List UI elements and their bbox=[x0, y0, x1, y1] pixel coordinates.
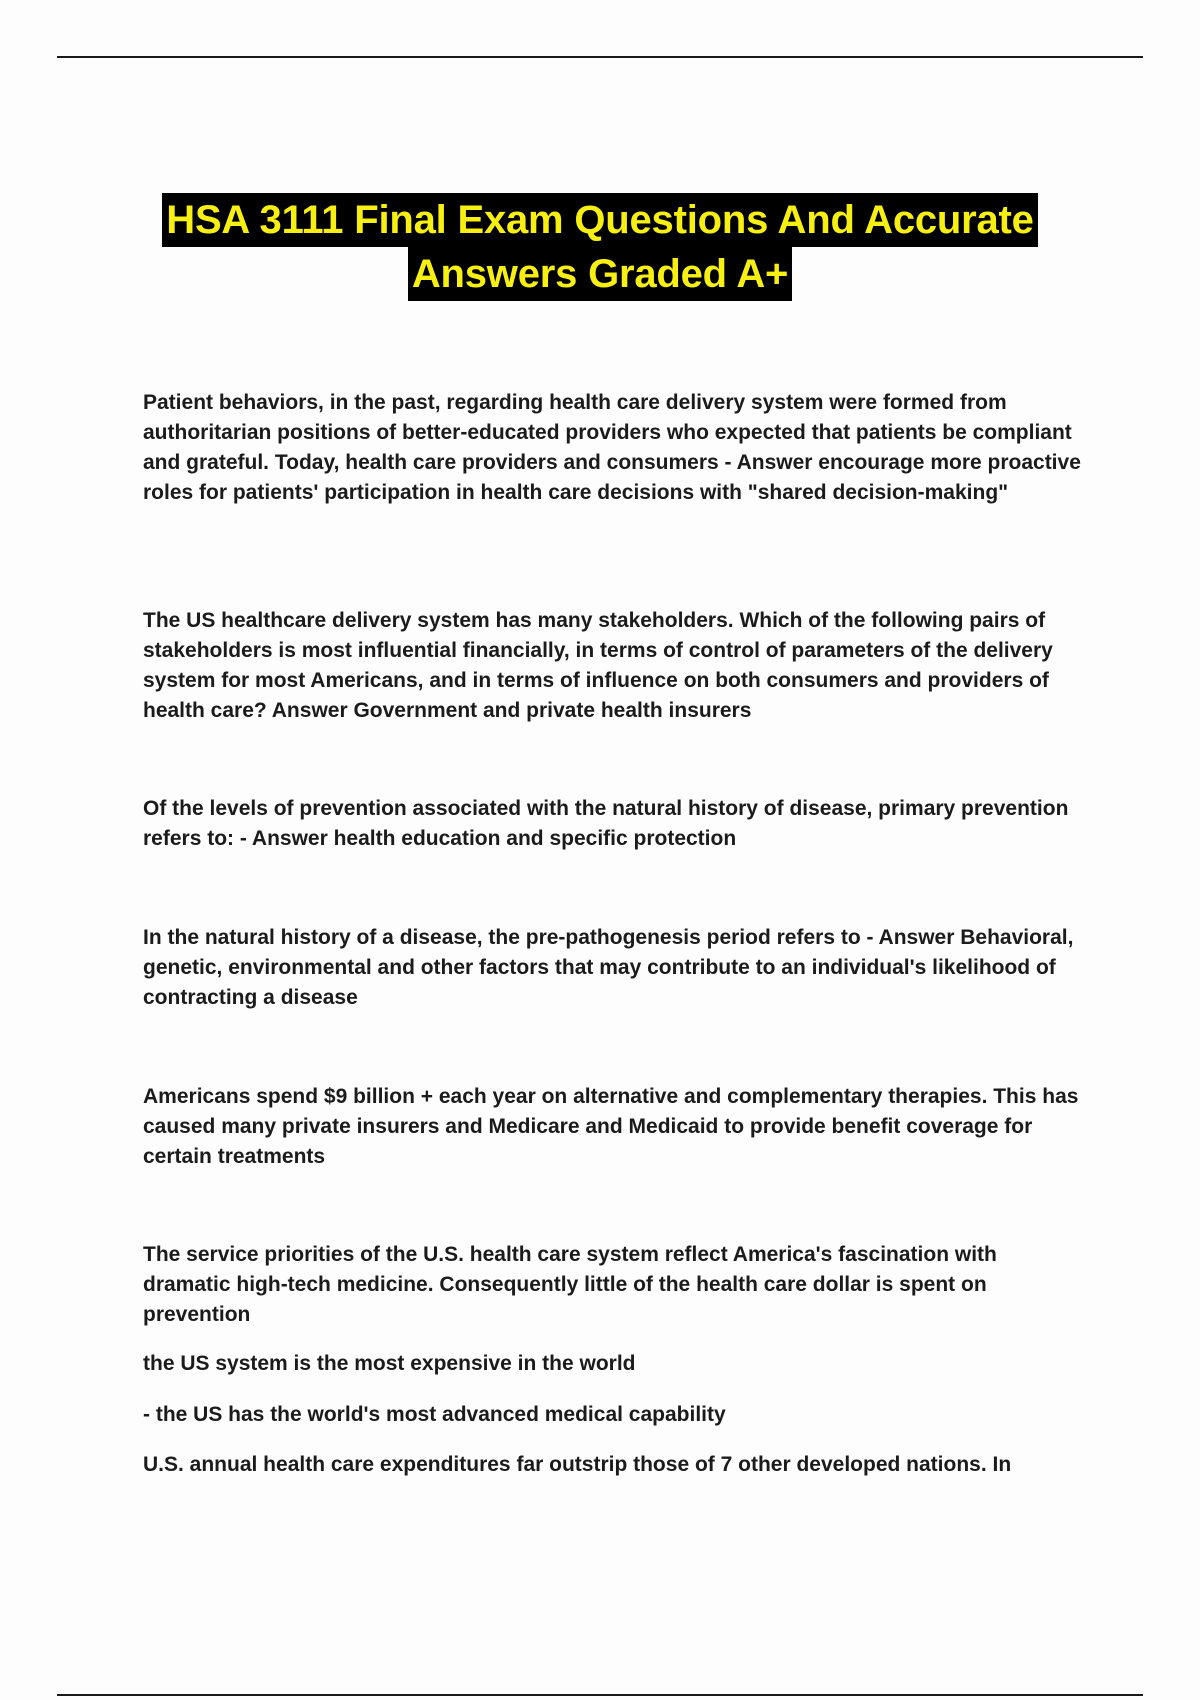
qa-text: Americans spend $9 billion + each year on alternative and complementary therapies. This has caused many private insurers and Medicare and Medicaid to provide benefit coverage for certain treatments bbox=[143, 1085, 1079, 1168]
qa-text: - the US has the world's most advanced medical capability bbox=[143, 1403, 726, 1426]
qa-block-4 bbox=[143, 902, 1083, 1034]
qa-text: U.S. annual health care expenditures far outstrip those of 7 other developed nations. In bbox=[143, 1453, 1012, 1476]
footer-rule bbox=[57, 1694, 1143, 1696]
qa-block-5 bbox=[143, 1061, 1083, 1193]
qa-block-3 bbox=[143, 773, 1083, 875]
title-line-1: HSA 3111 Final Exam Questions And Accurate bbox=[162, 193, 1037, 247]
qa-block-1 bbox=[143, 367, 1083, 529]
qa-text: The US healthcare delivery system has many stakeholders. Which of the following pairs of stakeholders is most influential financially, in terms of control of parameters of the delivery system for most Americans, and in terms of influence on both consumers and providers of health care? Answer Government and private health insurers bbox=[143, 609, 1053, 722]
qa-text: The service priorities of the U.S. health care system reflect America's fascination with dramatic high-tech medicine. Consequently little of the health care dollar is spent on prevention bbox=[143, 1243, 997, 1326]
qa-text: the US system is the most expensive in the world bbox=[143, 1352, 636, 1375]
qa-text: Patient behaviors, in the past, regarding health care delivery system were formed from authoritarian positions of better-educated providers who expected that patients be compliant and grateful. Today, health care providers and consumers - Answer encourage more proactive roles for patients' participation in health care decisions with "shared decision-making" bbox=[143, 391, 1081, 504]
qa-text: Of the levels of prevention associated with the natural history of disease, primary prevention refers to: - Answer health education and specific protection bbox=[143, 797, 1069, 850]
title-line-2: Answers Graded A+ bbox=[408, 247, 792, 301]
qa-text: In the natural history of a disease, the pre-pathogenesis period refers to - Answer Behavioral, genetic, environmental and other factors that may contribute to an individual's likelihood of contracting a disease bbox=[143, 926, 1074, 1009]
header-rule bbox=[57, 56, 1143, 58]
qa-block-9 bbox=[143, 1429, 1083, 1501]
document-title bbox=[100, 193, 1100, 301]
qa-block-2 bbox=[143, 585, 1083, 747]
